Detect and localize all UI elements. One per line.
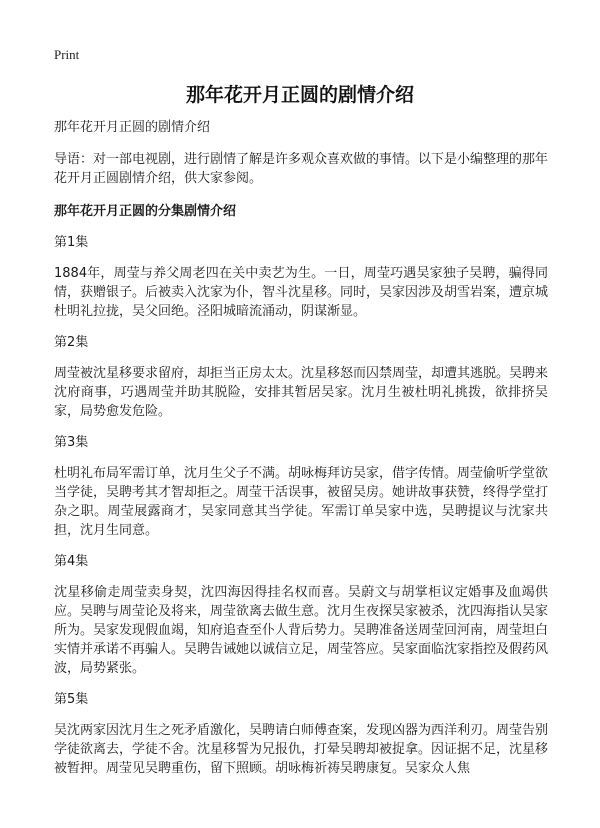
intro-paragraph: 导语：对一部电视剧，进行剧情了解是许多观众喜欢做的事情。以下是小编整理的那年花开月正圆剧情介绍，供大家参阅。 [54,152,549,186]
episode-2-title: 第2集 [54,335,89,350]
episode-4-title: 第4集 [54,554,89,569]
episode-1-body: 1884年，周莹与养父周老四在关中卖艺为生。一日，周莹巧遇吴家独子吴聘，骗得同情，获赠银子。后被卖入沈家为仆，智斗沈星移。同时，吴家因涉及胡雪岩案，遭京城杜明礼拉拢，吴父回绝。泾阳城暗流涌动，阴谋渐显。 [54,266,549,319]
article-subtitle: 那年花开月正圆的剧情介绍 [54,120,211,135]
article-body [54,118,548,790]
episode-2-body: 周莹被沈星移要求留府，却拒当正房太太。沈星移怒而囚禁周莹，却遭其逃脱。吴聘来沈府商事，巧遇周莹并助其脱险，安排其暂居吴家。沈月生被杜明礼挑拨，欲排挤吴家，局势愈发危险。 [54,366,549,419]
section-heading: 那年花开月正圆的分集剧情介绍 [54,204,237,219]
episode-1-title: 第1集 [54,235,89,250]
page-title: 那年花开月正圆的剧情介绍 [185,84,414,106]
episode-5-body: 吴沈两家因沈月生之死矛盾激化，吴聘请白师傅查案，发现凶器为西洋利刃。周莹告别学徒欲离去，学徒不舍。沈星移誓为兄报仇，打晕吴聘却被捉拿。因证据不足，沈星移被暂押。周莹见吴聘重伤，留下照顾。胡咏梅祈祷吴聘康复。吴家众人焦 [54,723,549,776]
episode-3-title: 第3集 [54,435,89,450]
print-link[interactable]: Print [54,47,80,62]
episode-4-body: 沈星移偷走周莹卖身契，沈四海因得挂名权而喜。吴蔚文与胡掌柜议定婚事及血竭供应。吴聘与周莹论及将来，周莹欲离去做生意。沈月生夜探吴家被杀，沈四海指认吴家所为。吴家发现假血竭，知府追查至仆人背后势力。吴聘准备送周莹回河南，周莹坦白实情并承诺不再骗人。吴聘告诫她以诚信立足，周莹答应。吴家面临沈家指控及假药风波，局势紧张。 [54,585,549,676]
episode-5-title: 第5集 [54,692,89,707]
episode-3-body: 杜明礼布局军需订单，沈月生父子不满。胡咏梅拜访吴家，借字传情。周莹偷听学堂欲当学徒，吴聘考其才智却拒之。周莹干活误事，被留吴房。她讲故事获赞，终得学堂打杂之职。周莹展露商才，吴家同意其当学徒。军需订单吴家中选，吴聘提议与沈家共担，沈月生同意。 [54,466,549,538]
